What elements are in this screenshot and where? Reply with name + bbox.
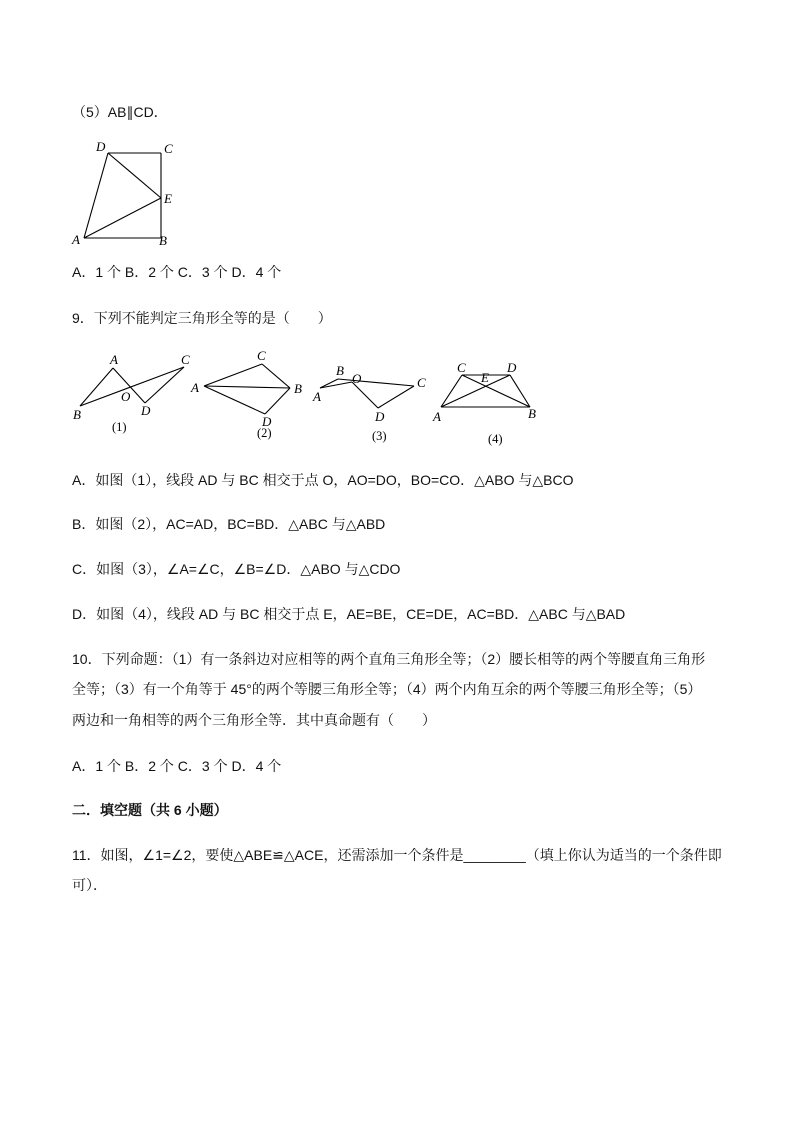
q9-figure-2 [190,348,302,440]
q10-answer-choices: A．1 个 B．2 个 C．3 个 D．4 个 [72,758,282,774]
segment-ad [204,386,265,414]
figure-caption: (4) [488,432,503,446]
q9-stem: 9．下列不能判定三角形全等的是（ ） [72,310,332,326]
segment-de [108,153,161,198]
q9-option-d: D．如图（4），线段 AD 与 BC 相交于点 E，AE=BE，CE=DE，AC=BD．△ABC 与△BAD [72,606,626,622]
point-label-a: A [72,232,80,247]
q8-figure [71,139,173,248]
point-label-b: B [294,381,302,396]
q9-option-a: A．如图（1），线段 AD 与 BC 相交于点 O，AO=DO，BO=CO．△ABO 与△BCO [72,472,574,488]
q9-option-b: B．如图（2），AC=AD，BC=BD．△ABC 与△ABD [72,516,386,532]
point-label-o: O [352,371,362,386]
segment-cb [262,364,290,388]
segment-bc [462,375,530,407]
q9-option-c: C．如图（3），∠A=∠C，∠B=∠D．△ABO 与△CDO [72,561,401,577]
point-label-d: D [507,360,517,375]
q10-stem-line-3: 两边和一角相等的两个三角形全等．其中真命题有（ ） [72,712,436,728]
q9-figure-1 [73,352,190,434]
figure-caption: (3) [372,429,387,443]
segment-ab [320,379,338,388]
segment-ae [84,198,161,238]
point-label-c: C [457,360,466,375]
segment-ab [80,368,113,406]
point-label-o: O [121,389,131,404]
q9-figure-4 [432,360,536,446]
q11-stem-line-2: 可）． [72,877,107,893]
q10-stem-line-2: 全等；（3）有一个角等于 45°的两个等腰三角形全等；（4）两个内角互余的两个等腰三角形全等；（5） [72,681,702,697]
point-label-c: C [164,141,173,156]
point-label-b: B [336,363,344,378]
figure-caption: (2) [257,426,272,440]
segment-ac [204,364,262,386]
point-label-a: A [433,409,441,424]
point-label-d: D [141,403,151,418]
segment-ac [441,375,462,407]
segment-dc [145,367,184,403]
section-title-fill-in: 二．填空题（共 6 小题） [72,802,228,818]
segment-ad [84,153,108,238]
point-label-e: E [481,370,489,385]
point-label-d: D [375,409,385,424]
q10-stem-line-1: 10．下列命题：（1）有一条斜边对应相等的两个直角三角形全等；（2）腰长相等的两个等腰直角三角形 [72,651,706,667]
q9-figure-3 [312,363,426,443]
segment-bc [80,367,184,406]
segment-dc [378,386,414,408]
segment-ab [204,386,290,388]
q8-option-5: （5）AB∥CD． [72,104,168,120]
point-label-c: C [181,352,190,367]
segment-db [265,388,290,414]
point-label-d: D [96,139,106,154]
q8-answer-choices: A．1 个 B．2 个 C．3 个 D．4 个 [72,264,282,280]
figure-caption: (1) [112,420,127,434]
segment-ad [113,368,145,403]
point-label-b: B [73,407,81,422]
point-label-b: B [528,406,536,421]
point-label-e: E [164,191,172,206]
q11-stem-line-1: 11．如图，∠1=∠2，要使△ABE≌△ACE，还需添加一个条件是________（填上你认为适当的一个条件即 [72,847,722,863]
point-label-a: A [313,389,321,404]
point-label-d: D [262,414,272,429]
point-label-a: A [191,380,199,395]
point-label-b: B [159,233,167,248]
segment-ao [320,382,352,388]
segment-od [352,382,378,408]
point-label-c: C [257,348,266,363]
segment-db [510,375,530,407]
segment-bc [338,379,414,386]
point-label-c: C [417,375,426,390]
segment-ad [441,375,510,407]
point-label-a: A [110,352,118,367]
